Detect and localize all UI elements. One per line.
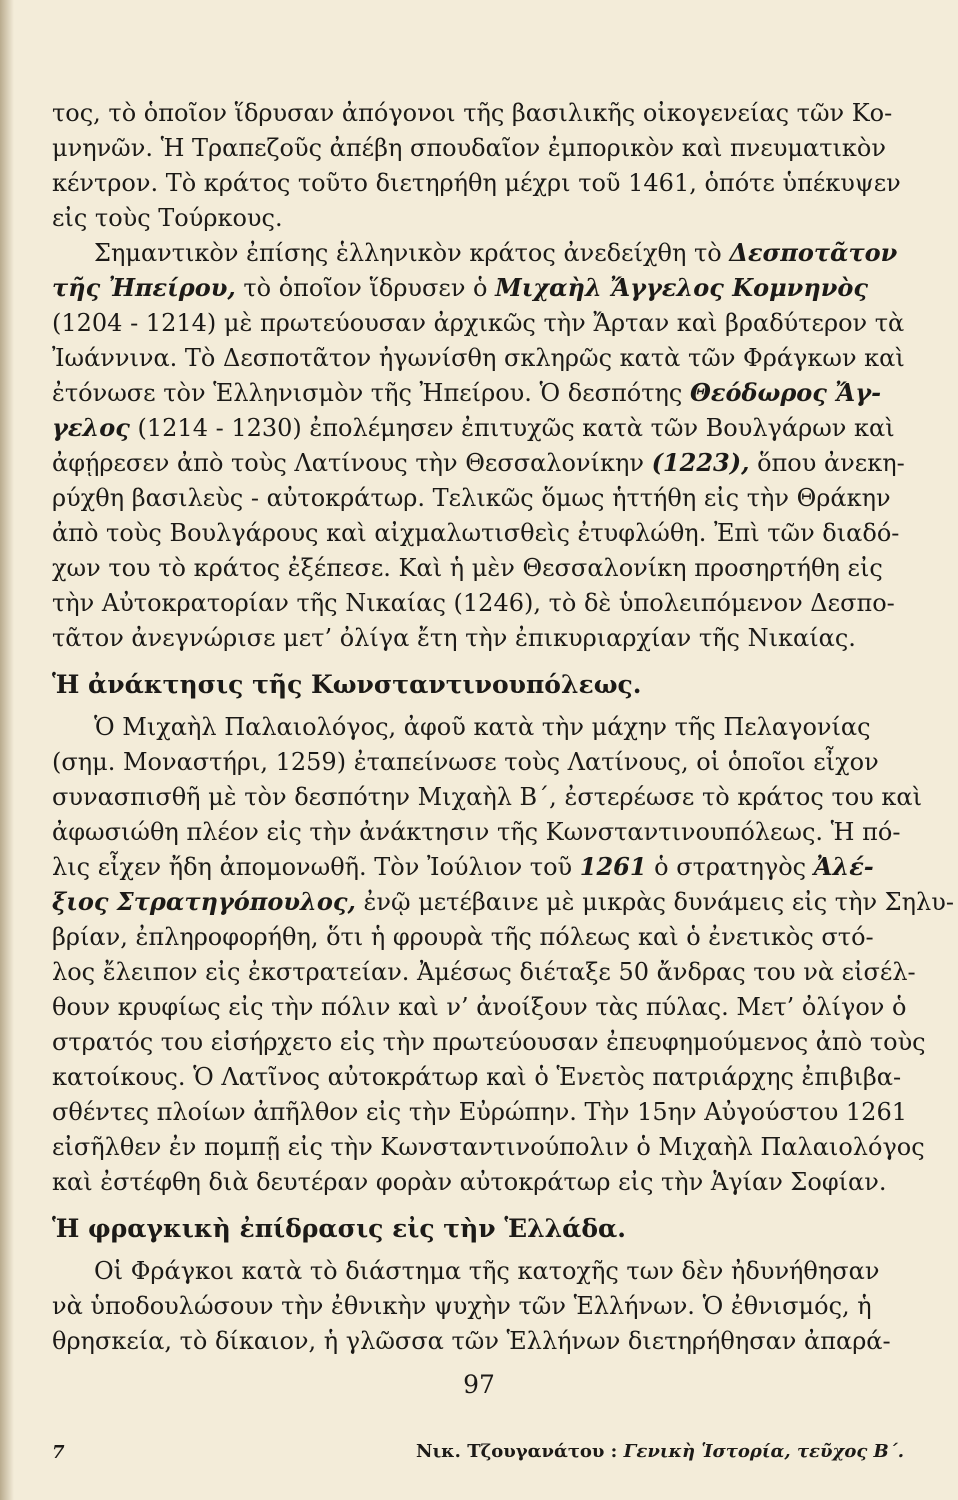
page-number: 97: [463, 1370, 495, 1399]
text-line: θρησκεία, τὸ δίκαιον, ἡ γλῶσσα τῶν Ἑλλήνων διετηρήθησαν ἀπαρά-: [52, 1327, 891, 1355]
text-run: Σημαντικὸν ἐπίσης ἑλληνικὸν κράτος ἀνεδείχθη τὸ: [94, 239, 730, 267]
text-run: λις εἶχεν ἤδη ἀπομονωθῆ. Τὸν Ἰούλιον τοῦ: [52, 853, 580, 881]
text-line: [52, 852, 874, 882]
text-run: ἐτόνωσε τὸν Ἑλληνισμὸν τῆς Ἠπείρου. Ὁ δεσπότης: [52, 379, 690, 407]
text-run: ὁ στρατηγὸς: [646, 853, 814, 881]
text-line: (1204 - 1214) μὲ πρωτεύουσαν ἀρχικῶς τὴν Ἄρταν καὶ βραδύτερον τὰ: [52, 309, 905, 337]
text-line: συνασπισθῆ μὲ τὸν δεσπότην Μιχαὴλ Β΄, ἐστερέωσε τὸ κράτος του καὶ: [52, 783, 922, 811]
source-author: Νικ. Τζουγανάτου :: [416, 1441, 624, 1462]
text-line: τὴν Αὐτοκρατορίαν τῆς Νικαίας (1246), τὸ δὲ ὑπολειπόμενον Δεσπο-: [52, 589, 895, 617]
signature-mark: 7: [52, 1442, 65, 1463]
source-title: Γενικὴ Ἱστορία, τεῦχος Β΄.: [623, 1441, 905, 1462]
text-line: [52, 273, 869, 303]
section-heading: Ἡ φραγκικὴ ἐπίδρασις εἰς τὴν Ἑλλάδα.: [52, 1214, 626, 1243]
text-line: [52, 887, 954, 917]
text-line: Ὁ Μιχαὴλ Παλαιολόγος, ἀφοῦ κατὰ τὴν μάχην τῆς Πελαγονίας: [94, 713, 871, 741]
text-run: τὸ ὁποῖον ἵδρυσεν ὁ: [235, 274, 496, 302]
text-line: κατοίκους. Ὁ Λατῖνος αὐτοκράτωρ καὶ ὁ Ἑνετὸς πατριάρχης ἐπιβιβα-: [52, 1063, 902, 1091]
emphasis-term: Δεσποτᾶτον: [729, 238, 898, 267]
text-line: Οἱ Φράγκοι κατὰ τὸ διάστημα τῆς κατοχῆς των δὲν ἠδυνήθησαν: [94, 1257, 880, 1285]
text-line: τος, τὸ ὁποῖον ἵδρυσαν ἀπόγονοι τῆς βασιλικῆς οἰκογενείας τῶν Κο-: [52, 99, 893, 127]
text-run: ἀφῄρεσεν ἀπὸ τοὺς Λατίνους τὴν Θεσσαλονίκην: [52, 449, 652, 477]
text-line: μνηνῶν. Ἡ Τραπεζοῦς ἀπέβη σπουδαῖον ἐμπορικὸν καὶ πνευματικὸν: [52, 134, 886, 162]
text-line: ρύχθη βασιλεὺς - αὐτοκράτωρ. Τελικῶς ὅμως ἡττήθη εἰς τὴν Θράκην: [52, 484, 891, 512]
emphasis-date: (1223),: [651, 448, 750, 477]
text-line: [52, 448, 905, 478]
text-line: Ἰωάννινα. Τὸ Δεσποτᾶτον ἠγωνίσθη σκληρῶς κατὰ τῶν Φράγκων καὶ: [52, 344, 905, 372]
text-run: (1214 - 1230) ἐπολέμησεν ἐπιτυχῶς κατὰ τῶν Βουλγάρων καὶ: [129, 414, 895, 442]
text-line: λος ἔλειπον εἰς ἐκστρατείαν. Ἀμέσως διέταξε 50 ἄνδρας του νὰ εἰσέλ-: [52, 958, 916, 986]
text-line: θουν κρυφίως εἰς τὴν πόλιν καὶ ν’ ἀνοίξουν τὰς πύλας. Μετ’ ὀλίγον ὁ: [52, 993, 907, 1021]
text-line: τᾶτον ἀνεγνώρισε μετ’ ὀλίγα ἔτη τὴν ἐπικυριαρχίαν τῆς Νικαίας.: [52, 624, 856, 652]
text-line: χων του τὸ κράτος ἐξέπεσε. Καὶ ἡ μὲν Θεσσαλονίκη προσηρτήθη εἰς: [52, 554, 883, 582]
text-line: (σημ. Μοναστήρι, 1259) ἐταπείνωσε τοὺς Λατίνους, οἱ ὁποῖοι εἶχον: [52, 748, 879, 776]
text-line: [52, 378, 882, 408]
text-line: βρίαν, ἐπληροφορήθη, ὅτι ἡ φρουρὰ τῆς πόλεως καὶ ὁ ἐνετικὸς στό-: [52, 923, 874, 951]
text-line: νὰ ὑποδουλώσουν τὴν ἐθνικὴν ψυχὴν τῶν Ἑλλήνων. Ὁ ἐθνισμός, ἡ: [52, 1292, 872, 1320]
emphasis-term: Ἀλέ-: [813, 852, 874, 881]
text-line: [94, 238, 898, 268]
text-line: κέντρον. Τὸ κράτος τοῦτο διετηρήθη μέχρι τοῦ 1461, ὁπότε ὑπέκυψεν: [52, 169, 901, 197]
emphasis-term: γελος: [52, 413, 130, 442]
text-line: καὶ ἐστέφθη διὰ δευτέραν φορὰν αὐτοκράτωρ εἰς τὴν Ἁγίαν Σοφίαν.: [52, 1168, 887, 1196]
emphasis-term: ξιος Στρατηγόπουλος,: [52, 887, 356, 916]
section-heading: Ἡ ἀνάκτησις τῆς Κωνσταντινουπόλεως.: [52, 670, 642, 699]
page-gutter-shadow: [0, 0, 14, 1500]
source-line: [416, 1441, 904, 1462]
text-line: ἀφωσιώθη πλέον εἰς τὴν ἀνάκτησιν τῆς Κωνσταντινουπόλεως. Ἡ πό-: [52, 818, 901, 846]
text-line: εἰσῆλθεν ἐν πομπῇ εἰς τὴν Κωνσταντινούπολιν ὁ Μιχαὴλ Παλαιολόγος: [52, 1133, 925, 1161]
emphasis-term: Θεόδωρος Ἄγ-: [689, 378, 882, 407]
text-line: στρατός του εἰσήρχετο εἰς τὴν πρωτεύουσαν ἐπευφημούμενος ἀπὸ τοὺς: [52, 1028, 926, 1056]
text-line: σθέντες πλοίων ἀπῆλθον εἰς τὴν Εὐρώπην. Τὴν 15ην Αὐγούστου 1261: [52, 1098, 907, 1126]
text-line: εἰς τοὺς Τούρκους.: [52, 204, 283, 232]
emphasis-term: Μιχαὴλ Ἄγγελος Κομνηνὸς: [495, 273, 869, 302]
text-run: ὅπου ἀνεκη-: [749, 449, 905, 477]
text-line: ἀπὸ τοὺς Βουλγάρους καὶ αἰχμαλωτισθεὶς ἐτυφλώθη. Ἐπὶ τῶν διαδό-: [52, 519, 900, 547]
emphasis-date: 1261: [579, 852, 647, 881]
emphasis-term: τῆς Ἠπείρου,: [52, 273, 236, 302]
text-line: [52, 413, 895, 443]
text-run: ἐνῷ μετέβαινε μὲ μικρὰς δυνάμεις εἰς τὴν Σηλυ-: [355, 888, 954, 916]
